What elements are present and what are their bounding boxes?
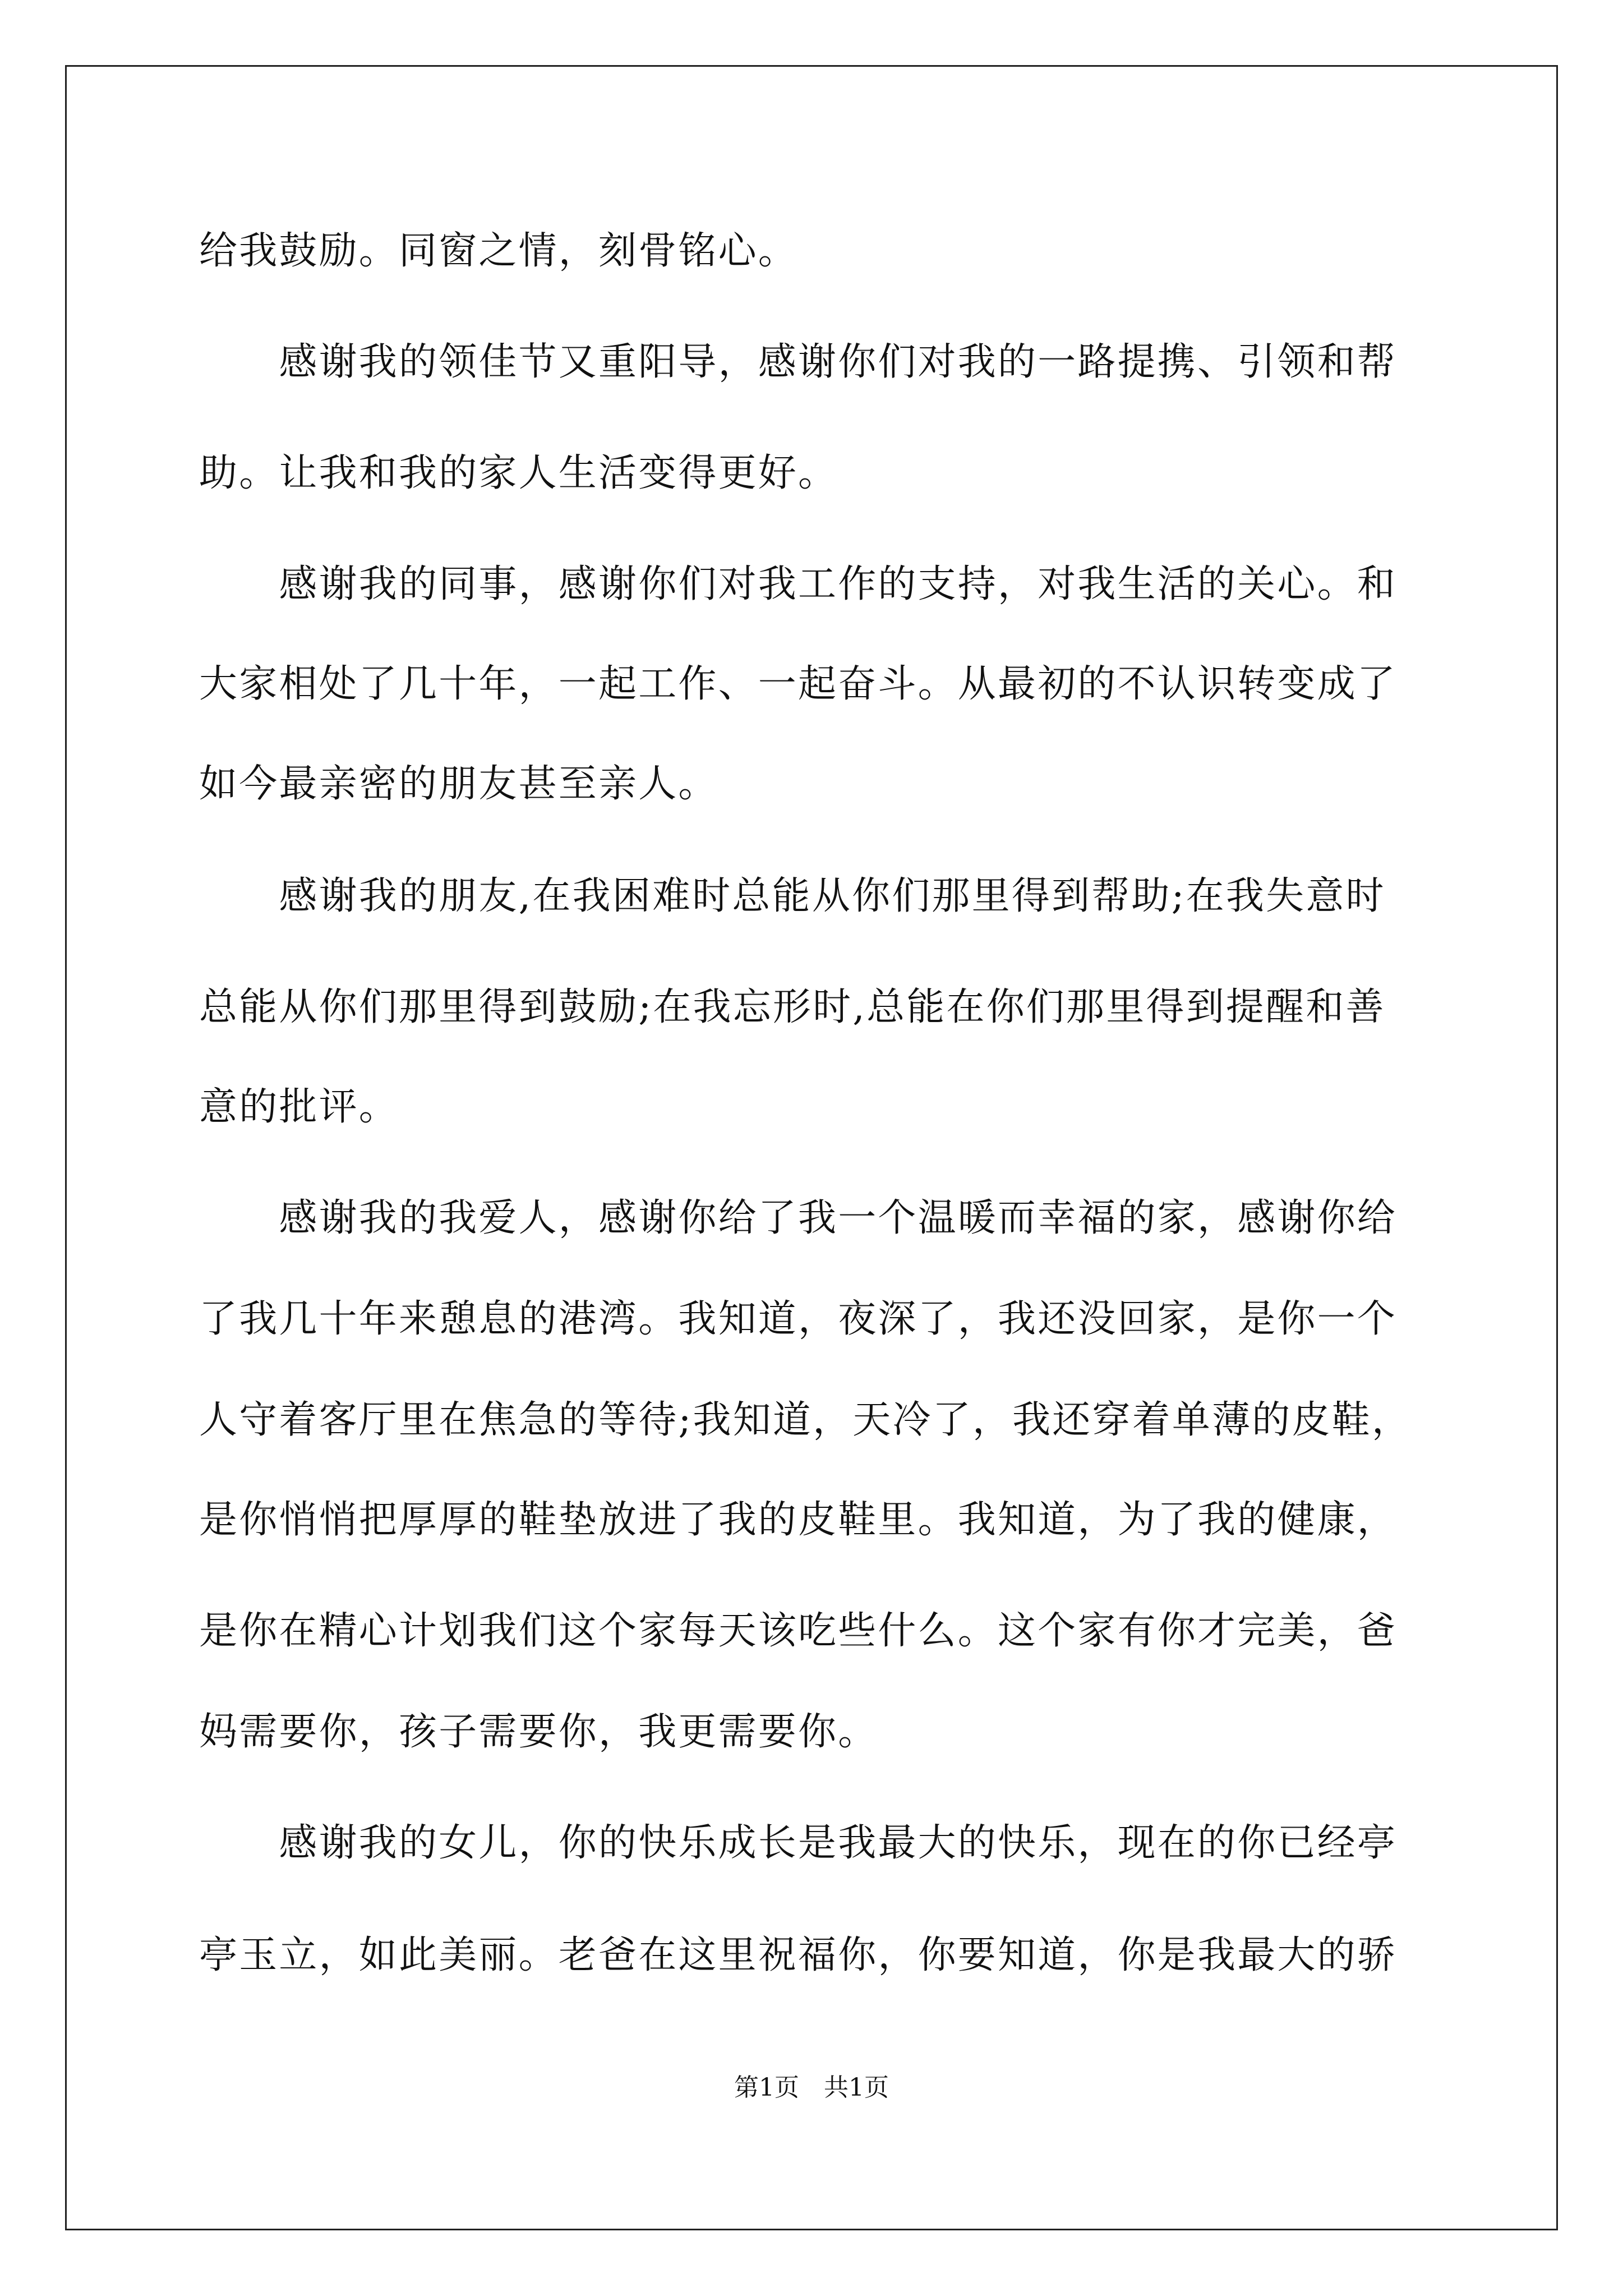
text-line: 是你在精心计划我们这个家每天该吃些什么。这个家有你才完美，爸 [199,1609,1398,1653]
page-border [65,65,1558,2230]
text-line: 如今最亲密的朋友甚至亲人。 [199,762,718,806]
text-line: 助。让我和我的家人生活变得更好。 [199,451,838,495]
page-footer: 第1页 共1页 [734,2073,889,2102]
text-line: 是你悄悄把厚厚的鞋垫放进了我的皮鞋里。我知道，为了我的健康， [199,1498,1398,1542]
text-line: 感谢我的我爱人，感谢你给了我一个温暖而幸福的家，感谢你给 [199,1196,1398,1240]
text-line: 给我鼓励。同窗之情，刻骨铭心。 [199,229,799,273]
text-line: 感谢我的女儿，你的快乐成长是我最大的快乐，现在的你已经亭 [199,1821,1398,1865]
text-line: 亭玉立，如此美丽。老爸在这里祝福你，你要知道，你是我最大的骄 [199,1933,1398,1977]
text-line: 感谢我的领佳节又重阳导，感谢你们对我的一路提携、引领和帮 [199,340,1398,384]
text-line: 意的批评。 [199,1085,399,1129]
text-line: 总能从你们那里得到鼓励;在我忘形时,总能在你们那里得到提醒和善 [199,985,1386,1029]
text-line: 了我几十年来憩息的港湾。我知道，夜深了，我还没回家，是你一个 [199,1297,1398,1341]
text-line: 大家相处了几十年，一起工作、一起奋斗。从最初的不认识转变成了 [199,662,1398,706]
text-line: 妈需要你，孩子需要你，我更需要你。 [199,1710,878,1754]
text-line: 感谢我的朋友,在我困难时总能从你们那里得到帮助;在我失意时 [199,874,1386,918]
text-line: 人守着客厅里在焦急的等待;我知道，天冷了，我还穿着单薄的皮鞋， [199,1398,1412,1442]
text-line: 感谢我的同事，感谢你们对我工作的支持，对我生活的关心。和 [199,562,1398,606]
